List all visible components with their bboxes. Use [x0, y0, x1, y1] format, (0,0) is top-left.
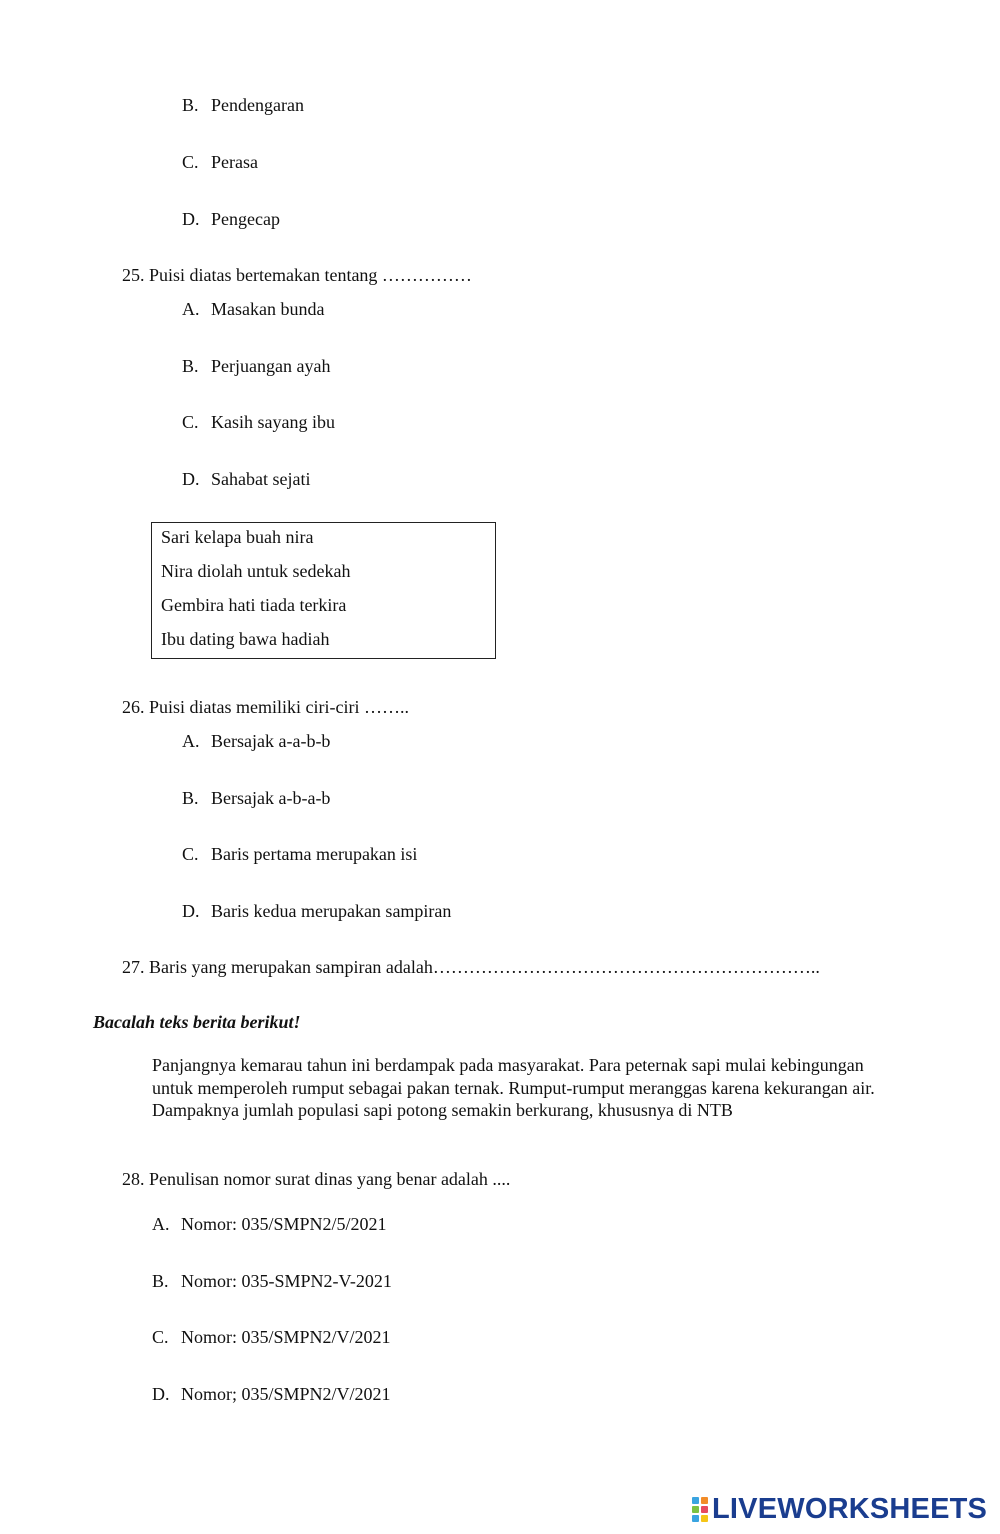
option-26-c[interactable]: C. Baris pertama merupakan isi [182, 844, 418, 864]
option-24-b[interactable]: B. Pendengaran [182, 95, 304, 115]
option-25-d[interactable]: D. Sahabat sejati [182, 469, 311, 489]
logo-square [692, 1515, 699, 1522]
option-25-c[interactable]: C. Kasih sayang ibu [182, 412, 335, 432]
logo-text: LIVEWORKSHEETS [712, 1493, 988, 1525]
option-28-a[interactable]: A. Nomor: 035/SMPN2/5/2021 [152, 1214, 387, 1234]
question-27[interactable]: 27. Baris yang merupakan sampiran adalah……………………………………………………….. [122, 957, 820, 977]
option-26-a[interactable]: A. Bersajak a-a-b-b [182, 731, 331, 751]
option-24-c[interactable]: C. Perasa [182, 152, 258, 172]
option-26-d[interactable]: D. Baris kedua merupakan sampiran [182, 901, 452, 921]
option-25-a[interactable]: A. Masakan bunda [182, 299, 325, 319]
poem-line: Sari kelapa buah nira [161, 527, 314, 547]
poem-line: Gembira hati tiada terkira [161, 595, 347, 615]
option-28-c[interactable]: C. Nomor: 035/SMPN2/V/2021 [152, 1327, 391, 1347]
option-25-b[interactable]: B. Perjuangan ayah [182, 356, 331, 376]
logo-grid-icon [692, 1497, 708, 1522]
logo-square [692, 1506, 699, 1513]
instruction-heading: Bacalah teks berita berikut! [93, 1012, 301, 1032]
logo-square [701, 1515, 708, 1522]
poem-box [151, 522, 496, 659]
news-text: Panjangnya kemarau tahun ini berdampak pada masyarakat. Para peternak sapi mulai kebingungan untuk memperoleh rumput sebagai pakan ternak. Rumput-rumput meranggas karena kekurangan air. Dampaknya jumlah populasi sapi potong semakin berkurang, khususnya di NTB [152, 1055, 875, 1120]
logo-square [701, 1497, 708, 1504]
poem-line: Ibu dating bawa hadiah [161, 629, 330, 649]
logo-square [692, 1497, 699, 1504]
logo-square [701, 1506, 708, 1513]
option-26-b[interactable]: B. Bersajak a-b-a-b [182, 788, 331, 808]
option-24-d[interactable]: D. Pengecap [182, 209, 280, 229]
liveworksheets-logo [692, 1494, 987, 1524]
option-28-b[interactable]: B. Nomor: 035-SMPN2-V-2021 [152, 1271, 392, 1291]
answer-field-27[interactable]: Baris yang merupakan sampiran adalah……………………………………………………….. [149, 957, 820, 977]
question-25: 25. Puisi diatas bertemakan tentang …………… [122, 265, 472, 285]
question-28: 28. Penulisan nomor surat dinas yang benar adalah .... [122, 1169, 511, 1189]
poem-line: Nira diolah untuk sedekah [161, 561, 351, 581]
option-28-d[interactable]: D. Nomor; 035/SMPN2/V/2021 [152, 1384, 391, 1404]
question-26: 26. Puisi diatas memiliki ciri-ciri …….. [122, 697, 409, 717]
